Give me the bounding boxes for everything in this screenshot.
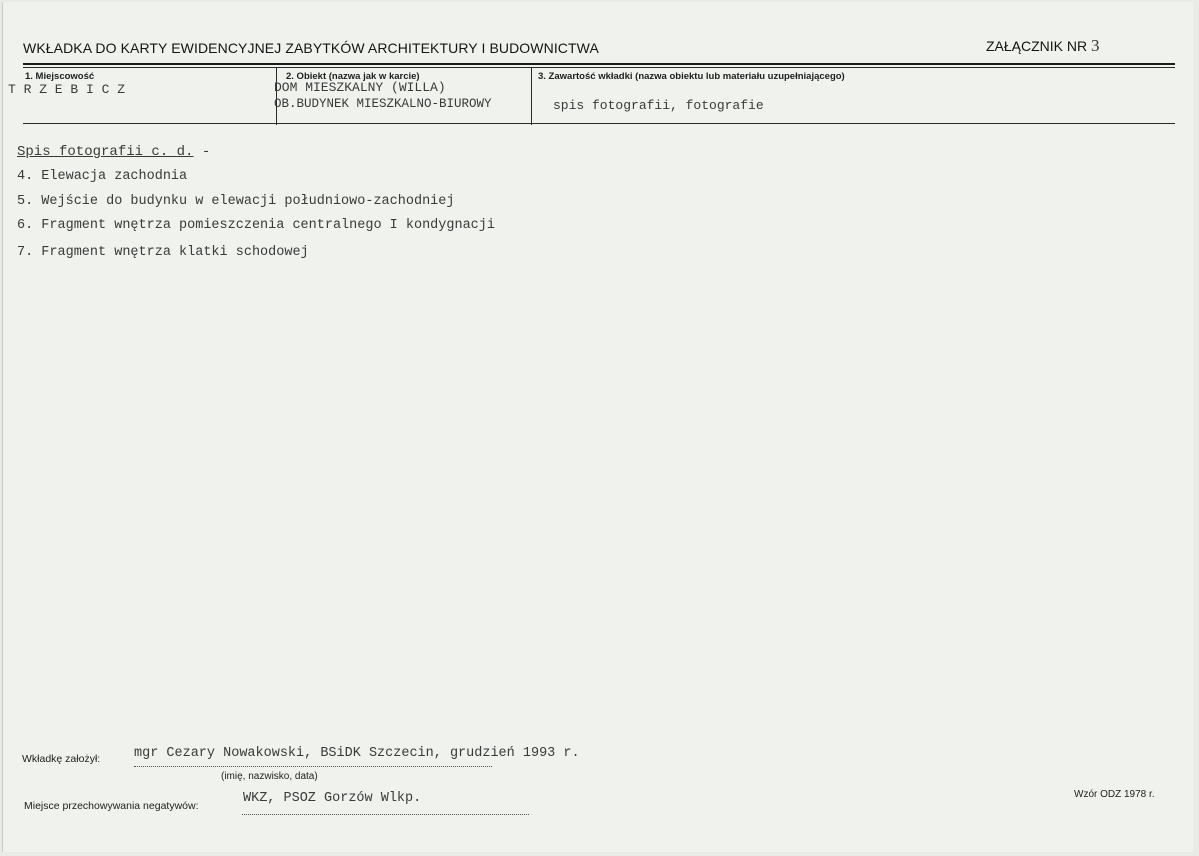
field-value-locality: T R Z E B I C Z xyxy=(8,82,126,97)
header-rule-top xyxy=(23,63,1175,65)
founder-hint: (imię, nazwisko, data) xyxy=(221,771,318,782)
list-item: 4. Elewacja zachodnia xyxy=(17,169,188,184)
inventory-card xyxy=(2,2,1193,852)
field-value-contents: spis fotografii, fotografie xyxy=(553,98,764,113)
photo-list-heading xyxy=(17,144,210,160)
annex-label-text: ZAŁĄCZNIK NR xyxy=(986,38,1088,54)
header-rule-top-thin xyxy=(23,67,1175,68)
field-value-object-line2: OB.BUDYNEK MIESZKALNO-BIUROWY xyxy=(274,97,492,111)
founder-label: Wkładkę założył: xyxy=(22,753,101,765)
field-label-contents: 3. Zawartość wkładki (nazwa obiektu lub materiału uzupełniającego) xyxy=(538,71,845,82)
annex-number: 3 xyxy=(1091,36,1100,55)
list-item: 7. Fragment wnętrza klatki schodowej xyxy=(17,245,309,260)
photo-list-heading-text: Spis fotografii c. d. xyxy=(17,144,194,160)
photo-list-heading-suffix: - xyxy=(193,144,211,160)
field-label-object: 2. Obiekt (nazwa jak w karcie) xyxy=(286,71,420,82)
storage-dotted-line xyxy=(242,814,529,815)
field-label-locality: 1. Miejscowość xyxy=(25,71,95,82)
list-item: 6. Fragment wnętrza pomieszczenia centralnego I kondygnacji xyxy=(17,218,495,233)
template-note: Wzór ODZ 1978 r. xyxy=(1074,789,1155,800)
column-divider-2 xyxy=(531,68,532,125)
storage-label: Miejsce przechowywania negatywów: xyxy=(24,800,199,812)
card-title: WKŁADKA DO KARTY EWIDENCYJNEJ ZABYTKÓW ARCHITEKTURY I BUDOWNICTWA xyxy=(23,40,599,56)
storage-value: WKZ, PSOZ Gorzów Wlkp. xyxy=(243,791,422,806)
founder-dotted-line xyxy=(134,766,492,767)
field-value-object-line1: DOM MIESZKALNY (WILLA) xyxy=(274,80,446,95)
header-rule-bottom xyxy=(23,123,1175,124)
annex-label xyxy=(986,36,1100,56)
list-item: 5. Wejście do budynku w elewacji południowo-zachodniej xyxy=(17,194,455,209)
founder-value: mgr Cezary Nowakowski, BSiDK Szczecin, grudzień 1993 r. xyxy=(134,746,580,761)
